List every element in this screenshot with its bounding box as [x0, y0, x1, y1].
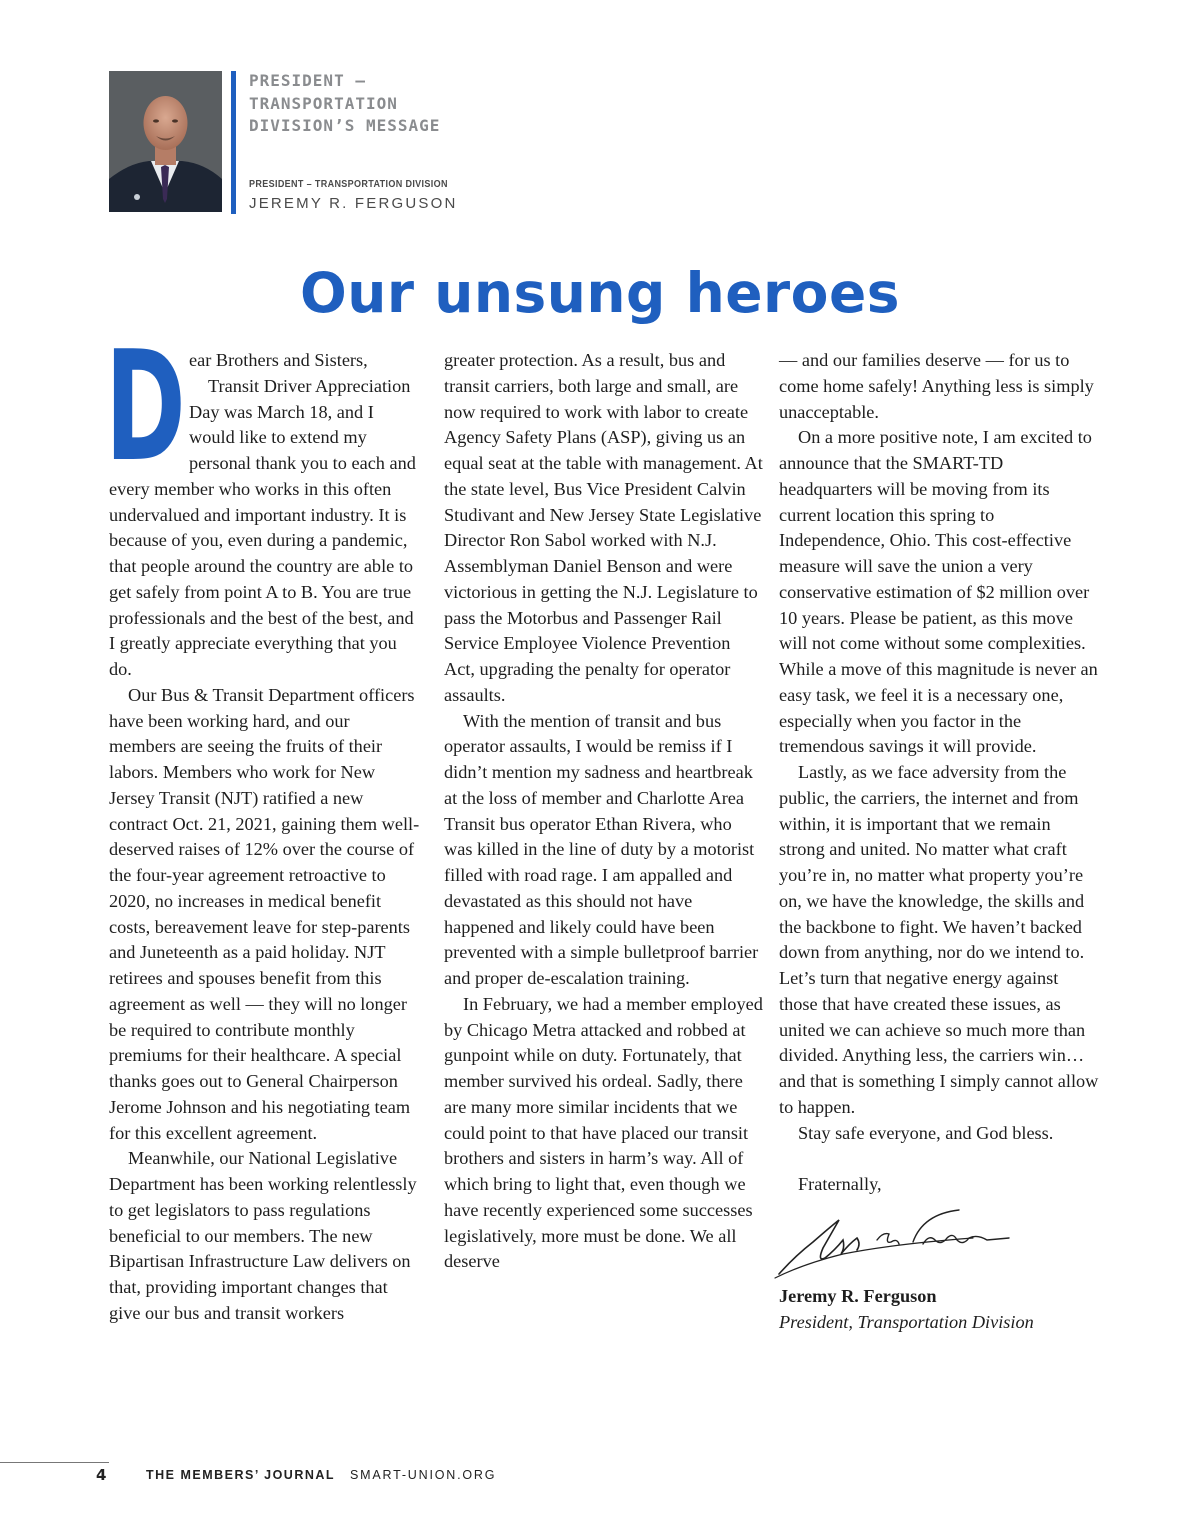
paragraph: Meanwhile, our National Legislative Department has been working relentlessly to get legislators to pass regulations beneficial to our members. The new Bipartisan Infrastructure Law delivers on that, providing important changes that give our bus and transit workers [109, 1148, 417, 1323]
article-headline: Our unsung heroes [300, 261, 900, 325]
paragraph: Stay safe everyone, and God bless. [798, 1122, 1054, 1143]
article-column-2 [444, 348, 764, 1275]
paragraph: With the mention of transit and bus operator assaults, I would be remiss if I didn’t mention my sadness and heartbreak at the loss of member and Charlotte Area Transit bus operator Ethan Rivera, who was killed in the line of duty by a motorist filled with road rage. I am appalled and devastated as this should not have happened and likely could have been prevented with a simple bulletproof barrier and proper de-escalation training. [444, 710, 759, 988]
article-column-3 [779, 348, 1099, 1335]
paragraph: On a more positive note, I am excited to announce that the SMART-TD headquarters will be moving from its current location this spring to Independence, Ohio. This cost-effective measure will save the union a very conservative estimation of $2 million over 10 years. Please be patient, as this move will not come without some complexities. While a move of this magnitude is never an easy task, we feel it is a necessary one, especially when you factor in the tremendous savings it will provide. [779, 427, 1098, 757]
footer-rule [0, 1462, 109, 1463]
section-title: PRESIDENT – TRANSPORTATION DIVISION’S MESSAGE [249, 71, 441, 135]
signature-icon [773, 1204, 1013, 1282]
signer-name: Jeremy R. Ferguson [779, 1285, 937, 1306]
paragraph: Lastly, as we face adversity from the public, the carriers, the internet and from within, it is important that we remain strong and united. No matter what craft you’re in, no matter what property you’re on, we have the knowledge, the skills and the backbone to fight. We haven’t backed down from anything, nor do we intend to. Let’s turn that negative energy against those that have created these issues, as united we can achieve so much more than divided. Anything less, the carriers win…and that is something I simply cannot allow to happen. [779, 762, 1099, 1117]
author-role: PRESIDENT – TRANSPORTATION DIVISION [249, 178, 448, 190]
article-column-1 [105, 318, 421, 1327]
author-photo [109, 71, 222, 212]
header-accent-rule [231, 71, 236, 214]
paragraph: In February, we had a member employed by Chicago Metra attacked and robbed at gunpoint while on duty. Fortunately, that member survived his ordeal. Sadly, there are many more similar incidents that we could point to that have placed our transit brothers and sisters in harm’s way. All of which bring to light that, even though we have recently experienced some successes legislatively, more must be done. We all deserve [444, 993, 763, 1272]
website-link[interactable]: SMART-UNION.ORG [350, 1468, 497, 1482]
drop-cap: D [105, 318, 186, 495]
page-number: 4 [96, 1466, 107, 1484]
paragraph: Our Bus & Transit Department officers have been working hard, and our members are seeing the fruits of their labors. Members who work for New Jersey Transit (NJT) ratified a new contract Oct. 21, 2021, gaining them well-deserved raises of 12% over the course of the four-year agreement retroactive to 2020, no increases in medical benefit costs, bereavement leave for step-parents and Juneteenth as a paid holiday. NJT retirees and spouses benefit from this agreement as well — they will no longer be required to contribute monthly premiums for their healthcare. A special thanks goes out to General Chairperson Jerome Johnson and his negotiating team for this excellent agreement. [109, 684, 420, 1143]
signer-title: President, Transportation Division [779, 1311, 1034, 1332]
closing: Fraternally, [798, 1174, 882, 1194]
paragraph: greater protection. As a result, bus and transit carriers, both large and small, are now required to work with labor to create Agency Safety Plans (ASP), giving us an equal seat at the table with management. At the state level, Bus Vice President Calvin Studivant and New Jersey State Legislative Director Ron Sabol worked with N.J. Assemblyman Daniel Benson and were victorious in getting the N.J. Legislature to pass the Motorbus and Passenger Rail Service Employee Violence Prevention Act, upgrading the penalty for operator assaults. [444, 350, 763, 705]
paragraph: — and our families deserve — for us to come home safely! Anything less is simply unacceptable. [779, 350, 1094, 422]
salutation: ear Brothers and Sisters, [189, 350, 368, 370]
author-photo-illustration [109, 71, 222, 212]
author-name: JEREMY R. FERGUSON [249, 195, 458, 212]
journal-name: THE MEMBERS’ JOURNAL [146, 1468, 336, 1482]
paragraph: Transit Driver Appreciation Day was March 18, and I would like to extend my personal thank you to each and every member who works in this often undervalued and important industry. It is because of you, even during a pandemic, that people around the country are able to get safely from point A to B. You are true professionals and the best of the best, and I greatly appreciate everything that you do. [109, 375, 416, 679]
